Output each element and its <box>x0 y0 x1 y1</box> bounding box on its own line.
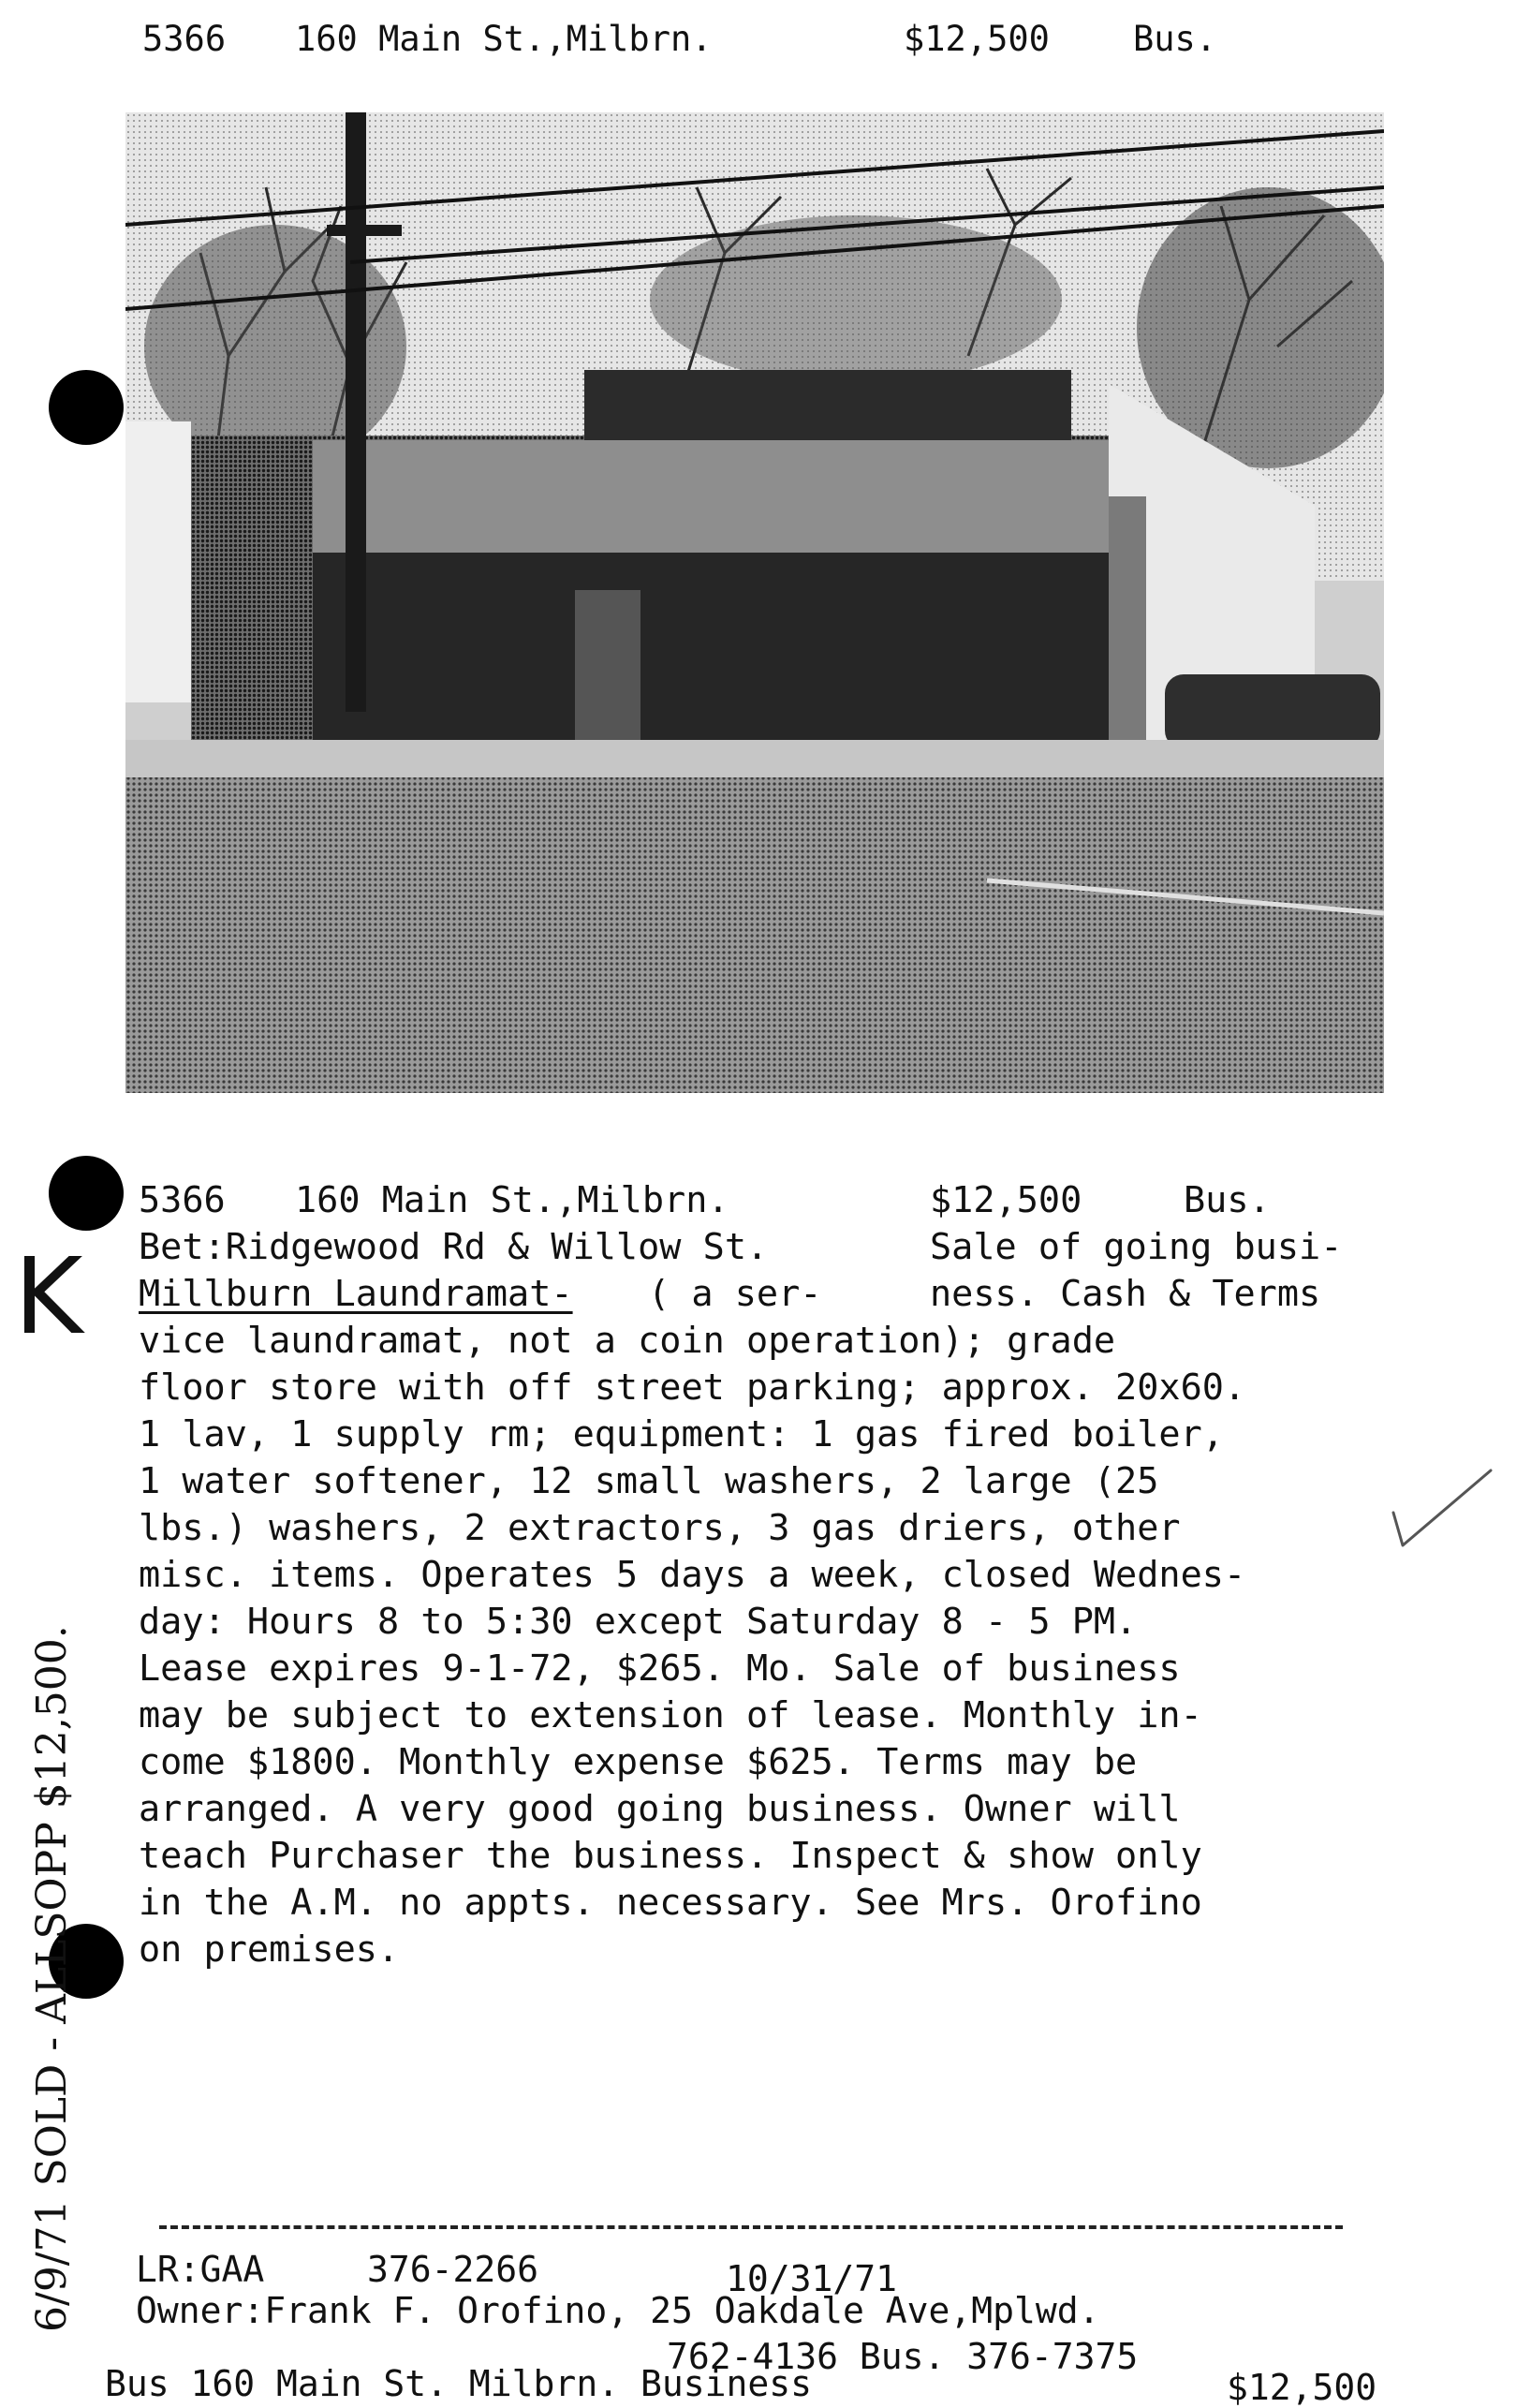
business-name: Millburn Laundramat- <box>139 1273 573 1315</box>
listing-sale-note: Sale of going busi- <box>930 1226 1343 1268</box>
listing-body-line: Lease expires 9-1-72, $265. Mo. Sale of business <box>139 1647 1181 1690</box>
listing-body-line: come $1800. Monthly expense $625. Terms may be <box>139 1741 1138 1783</box>
listing-body-line: on premises. <box>139 1928 400 1971</box>
footer-owner: Owner:Frank F. Orofino, 25 Oakdale Ave,Mplwd. <box>136 2290 1100 2331</box>
footer-bottom-price: $12,500 <box>1227 2367 1377 2408</box>
listing-body-line: day: Hours 8 to 5:30 except Saturday 8 - 5 PM. <box>139 1601 1138 1643</box>
footer-date: 10/31/71 <box>726 2258 898 2299</box>
header-listing-number: 5366 <box>142 19 227 59</box>
handwritten-sold-note: 6/9/71 SOLD - ALLSOPP $12,500. <box>28 1625 76 2332</box>
footer-lr: LR:GAA <box>136 2249 265 2290</box>
listing-body-line: 1 lav, 1 supply rm; equipment: 1 gas fired boiler, <box>139 1413 1224 1455</box>
header-address: 160 Main St.,Milbrn. <box>295 19 713 59</box>
punch-hole-top <box>49 370 124 445</box>
listing-type: Bus. <box>1184 1179 1271 1221</box>
listing-number: 5366 <box>139 1179 226 1221</box>
listing-body-line: vice laundramat, not a coin operation); grade <box>139 1320 1116 1362</box>
footer-phones: 762-4136 Bus. 376-7375 <box>667 2336 1139 2377</box>
listing-body-line: floor store with off street parking; approx. 20x60. <box>139 1367 1246 1409</box>
listing-body-line: may be subject to extension of lease. Monthly in- <box>139 1694 1202 1736</box>
footer-lr-phone: 376-2266 <box>367 2249 539 2290</box>
listing-address: 160 Main St.,Milbrn. <box>295 1179 729 1221</box>
listing-line3-a: ( a ser- <box>648 1273 822 1315</box>
header-type: Bus. <box>1133 19 1217 59</box>
handwritten-k-mark: K <box>14 1236 83 1358</box>
listing-body-line: lbs.) washers, 2 extractors, 3 gas driers, other <box>139 1507 1181 1549</box>
footer-bottom-line: Bus 160 Main St. Milbrn. Business <box>105 2363 812 2404</box>
listing-price: $12,500 <box>930 1179 1082 1221</box>
footer-divider <box>159 2225 1343 2229</box>
header-price: $12,500 <box>904 19 1050 59</box>
storefront-photo <box>125 112 1384 1093</box>
listing-body-line: arranged. A very good going business. Owner will <box>139 1788 1181 1830</box>
listing-body-line: teach Purchaser the business. Inspect & show only <box>139 1835 1202 1877</box>
punch-hole-middle <box>49 1156 124 1231</box>
storefront-photo-image <box>125 112 1384 1093</box>
listing-body-line: in the A.M. no appts. necessary. See Mrs. Orofino <box>139 1882 1202 1924</box>
handwritten-check-icon <box>1386 1461 1498 1564</box>
listing-cross-streets: Bet:Ridgewood Rd & Willow St. <box>139 1226 769 1268</box>
listing-line3-b: ness. Cash & Terms <box>930 1273 1321 1315</box>
listing-body-line: 1 water softener, 12 small washers, 2 large (25 <box>139 1460 1159 1502</box>
listing-body-line: misc. items. Operates 5 days a week, closed Wednes- <box>139 1554 1246 1596</box>
